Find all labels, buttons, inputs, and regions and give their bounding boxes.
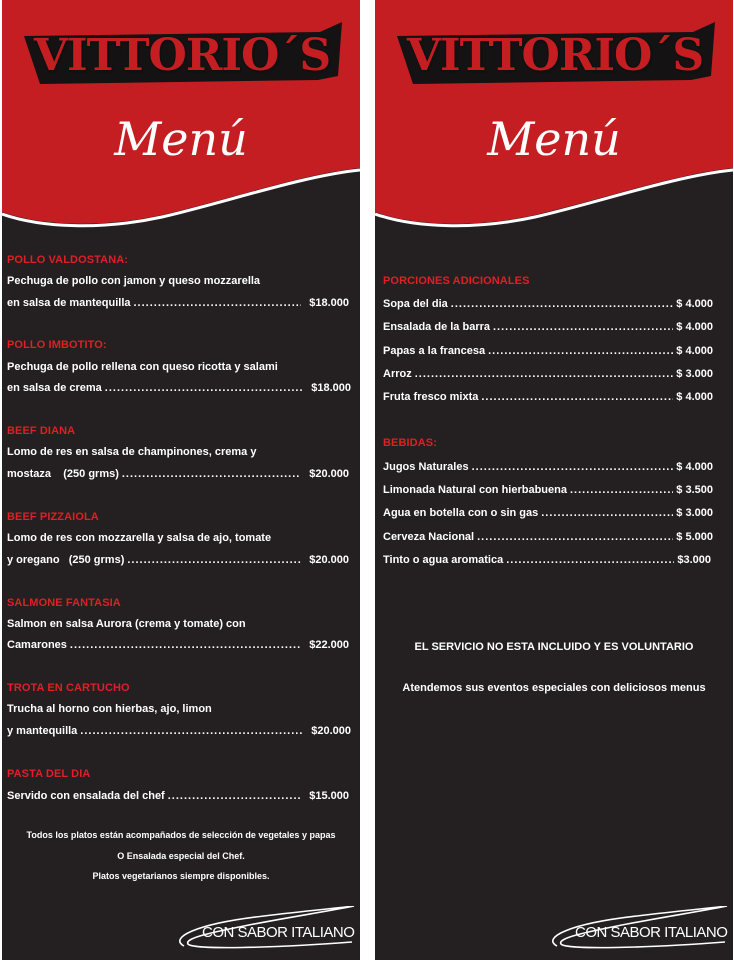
item-name: Cerveza Nacional — [383, 531, 475, 543]
menu-item-row — [383, 367, 713, 381]
brand-logo — [393, 22, 718, 86]
item-price: $ 4.000 — [676, 345, 713, 357]
menu-item-row — [383, 553, 711, 567]
item-name: Ensalada de la barra — [383, 321, 490, 333]
dish-price-row — [7, 296, 349, 310]
dish-price: $15.000 — [309, 790, 349, 802]
dish-name: POLLO IMBOTITO: — [7, 339, 107, 351]
menu-title: Menú — [487, 112, 621, 166]
menu-note: Todos los platos están acompañados de selección de vegetales y papas — [26, 830, 336, 840]
brand-name: VITTORIO´S — [33, 30, 331, 81]
dish-price: $20.000 — [309, 554, 349, 566]
menu-panel-left — [2, 0, 360, 960]
item-price: $ 4.000 — [676, 461, 713, 473]
dish-name: PASTA DEL DIA — [7, 768, 91, 780]
dish-description: y oregano (250 grms) — [7, 554, 125, 566]
dish-description: Lomo de res con mozzarella y salsa de ajo, tomate — [7, 532, 272, 544]
dish-name: TROTA EN CARTUCHO — [7, 682, 130, 694]
dish-description: Servido con ensalada del chef — [7, 790, 165, 802]
dish-price-row — [7, 724, 351, 738]
slogan — [174, 906, 360, 956]
dish-price: $18.000 — [311, 382, 351, 394]
dish-price: $20.000 — [311, 725, 351, 737]
item-name: Arroz — [383, 368, 412, 380]
dish-price: $22.000 — [309, 639, 349, 651]
brand-name: VITTORIO´S — [406, 30, 704, 81]
dish-description: Trucha al horno con hierbas, ajo, limon — [7, 703, 212, 715]
item-price: $ 3.000 — [676, 507, 713, 519]
menu-item-row — [383, 390, 713, 404]
dish-description: en salsa de crema — [7, 382, 102, 394]
dish-name: BEEF PIZZAIOLA — [7, 511, 99, 523]
menu-panel-right — [375, 0, 733, 960]
menu-item-row — [383, 530, 713, 544]
item-name: Sopa del dia — [383, 298, 448, 310]
dish-description: en salsa de mantequilla — [7, 297, 131, 309]
dish-price-row — [7, 553, 349, 567]
dish-price: $20.000 — [309, 468, 349, 480]
menu-title: Menú — [114, 112, 248, 166]
dish-description: Camarones — [7, 639, 67, 651]
menu-item-row — [383, 344, 713, 358]
service-note: EL SERVICIO NO ESTA INCLUIDO Y ES VOLUNTARIO — [414, 641, 694, 653]
dish-description: Lomo de res en salsa de champinones, crema y — [7, 446, 257, 458]
item-name: Fruta fresco mixta — [383, 391, 479, 403]
menu-item-row — [383, 460, 713, 474]
slogan-text: CON SABOR ITALIANO — [202, 924, 355, 941]
section-title: BEBIDAS: — [383, 437, 437, 449]
dish-description: Salmon en salsa Aurora (crema y tomate) con — [7, 618, 246, 630]
item-name: Papas a la francesa — [383, 345, 486, 357]
dish-name: SALMONE FANTASIA — [7, 597, 121, 609]
dish-price-row — [7, 638, 349, 652]
dish-description: mostaza (250 grms) — [7, 468, 119, 480]
menu-item-row — [383, 297, 713, 311]
menu-note: O Ensalada especial del Chef. — [117, 851, 245, 861]
events-note: Atendemos sus eventos especiales con deliciosos menus — [402, 682, 706, 694]
dish-name: POLLO VALDOSTANA: — [7, 254, 129, 266]
item-name: Tinto o agua aromatica — [383, 554, 504, 566]
menu-note: Platos vegetarianos siempre disponibles. — [92, 871, 270, 881]
dish-name: BEEF DIANA — [7, 425, 76, 437]
item-name: Jugos Naturales — [383, 461, 469, 473]
item-price: $ 5.000 — [676, 531, 713, 543]
slogan-text: CON SABOR ITALIANO — [575, 924, 728, 941]
item-price: $ 4.000 — [676, 298, 713, 310]
dish-price-row — [7, 789, 349, 803]
section-title: PORCIONES ADICIONALES — [383, 275, 530, 287]
dish-description: Pechuga de pollo rellena con queso ricotta y salami — [7, 361, 278, 373]
item-price: $ 4.000 — [676, 321, 713, 333]
item-name: Limonada Natural con hierbabuena — [383, 484, 567, 496]
dish-price-row — [7, 381, 351, 395]
item-price: $ 3.500 — [676, 484, 713, 496]
brand-logo — [20, 22, 345, 86]
slogan — [547, 906, 733, 956]
item-price: $ 4.000 — [676, 391, 713, 403]
dish-description: y mantequilla — [7, 725, 78, 737]
menu-item-row — [383, 320, 713, 334]
item-price: $ 3.000 — [676, 368, 713, 380]
item-price: $3.000 — [677, 554, 711, 566]
item-name: Agua en botella con o sin gas — [383, 507, 539, 519]
menu-item-row — [383, 483, 713, 497]
dish-description: Pechuga de pollo con jamon y queso mozzarella — [7, 275, 261, 287]
menu-item-row — [383, 506, 713, 520]
dish-price-row — [7, 467, 349, 481]
dish-price: $18.000 — [309, 297, 349, 309]
